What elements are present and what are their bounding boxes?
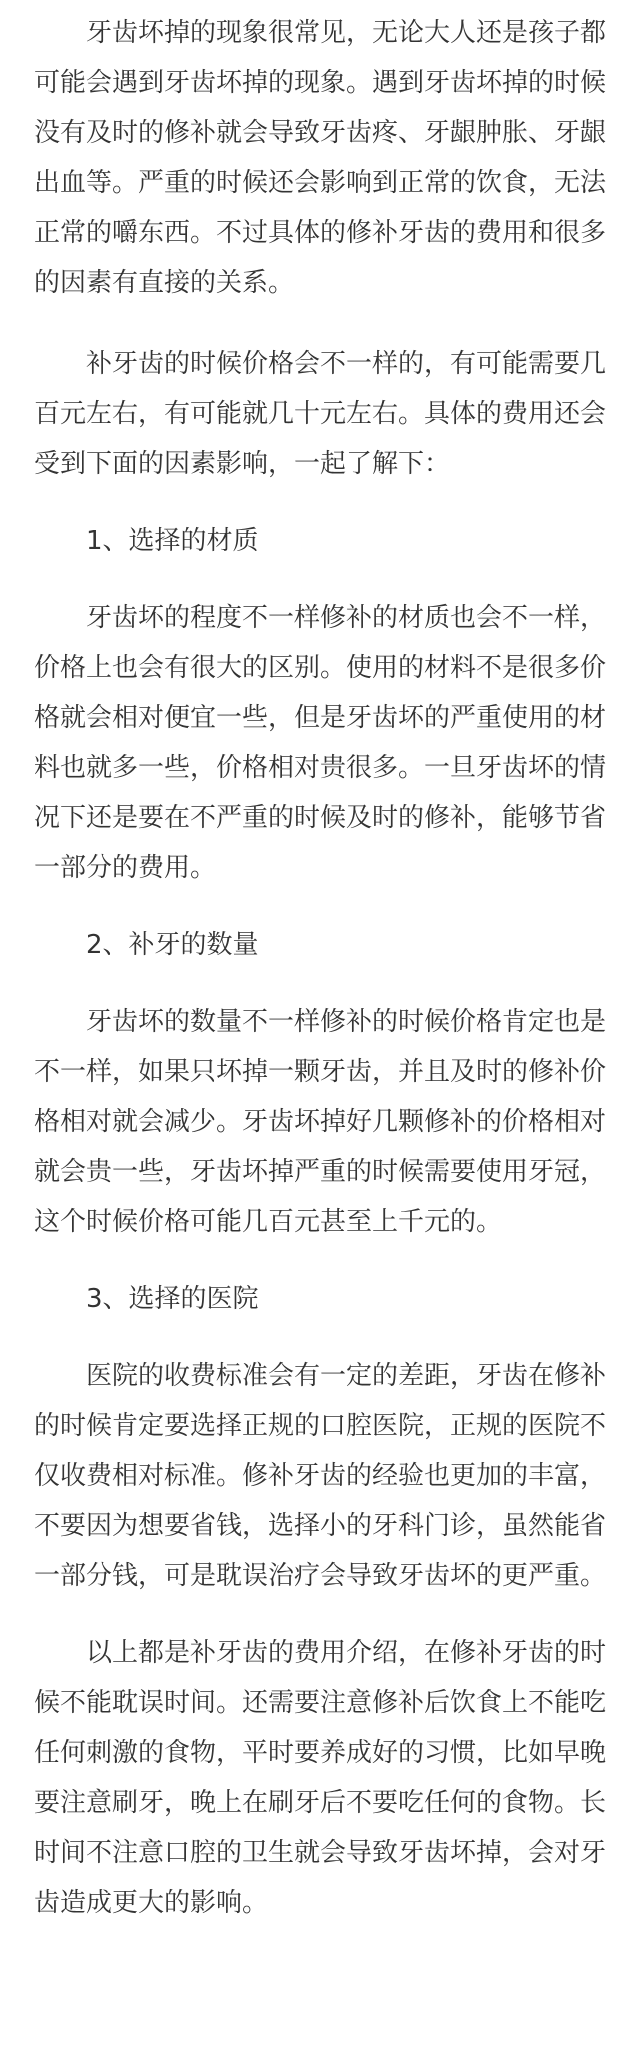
paragraph-material: 牙齿坏的程度不一样修补的材质也会不一样，价格上也会有很大的区别。使用的材料不是很多价格就会相对便宜一些，但是牙齿坏的严重使用的材料也就多一些，价格相对贵很多。一旦牙齿坏的情况下还是要在不严重的时候及时的修补，能够节省一部分的费用。	[34, 603, 607, 883]
paragraph-spacer	[34, 1247, 606, 1274]
paragraph-conclusion: 以上都是补牙齿的费用介绍，在修补牙齿的时候不能耽误时间。还需要注意修补后饮食上不能吃任何刺激的食物，平时要养成好的习惯，比如早晚要注意刷牙，晚上在刷牙后不要吃任何的食物。长时间不注意口腔的卫生就会导致牙齿坏掉，会对牙齿造成更大的影响。	[34, 1638, 607, 1918]
paragraph-price-overview: 补牙齿的时候价格会不一样的，有可能需要几百元左右，有可能就几十元左右。具体的费用还会受到下面的因素影响，一起了解下：	[34, 349, 607, 479]
paragraph-spacer	[34, 970, 606, 997]
paragraph-spacer	[34, 308, 606, 339]
paragraph-spacer	[34, 489, 606, 516]
section-heading-material: 1、选择的材质	[86, 526, 259, 556]
paragraph-intro: 牙齿坏掉的现象很常见，无论大人还是孩子都可能会遇到牙齿坏掉的现象。遇到牙齿坏掉的时候没有及时的修补就会导致牙齿疼、牙龈肿胀、牙龈出血等。严重的时候还会影响到正常的饮食，无法正常的嚼东西。不过具体的修补牙齿的费用和很多的因素有直接的关系。	[34, 18, 607, 298]
section-heading-quantity: 2、补牙的数量	[86, 930, 259, 960]
section-heading-hospital: 3、选择的医院	[86, 1284, 259, 1314]
paragraph-quantity: 牙齿坏的数量不一样修补的时候价格肯定也是不一样，如果只坏掉一颗牙齿，并且及时的修补价格相对就会减少。牙齿坏掉好几颗修补的价格相对就会贵一些，牙齿坏掉严重的时候需要使用牙冠，这个时候价格可能几百元甚至上千元的。	[34, 1007, 607, 1237]
paragraph-spacer	[34, 1324, 606, 1351]
paragraph-hospital: 医院的收费标准会有一定的差距，牙齿在修补的时候肯定要选择正规的口腔医院，正规的医院不仅收费相对标准。修补牙齿的经验也更加的丰富，不要因为想要省钱，选择小的牙科门诊，虽然能省一部分钱，可是耽误治疗会导致牙齿坏的更严重。	[34, 1361, 607, 1591]
paragraph-spacer	[34, 566, 606, 593]
paragraph-spacer	[34, 893, 606, 920]
paragraph-spacer	[34, 1601, 606, 1628]
